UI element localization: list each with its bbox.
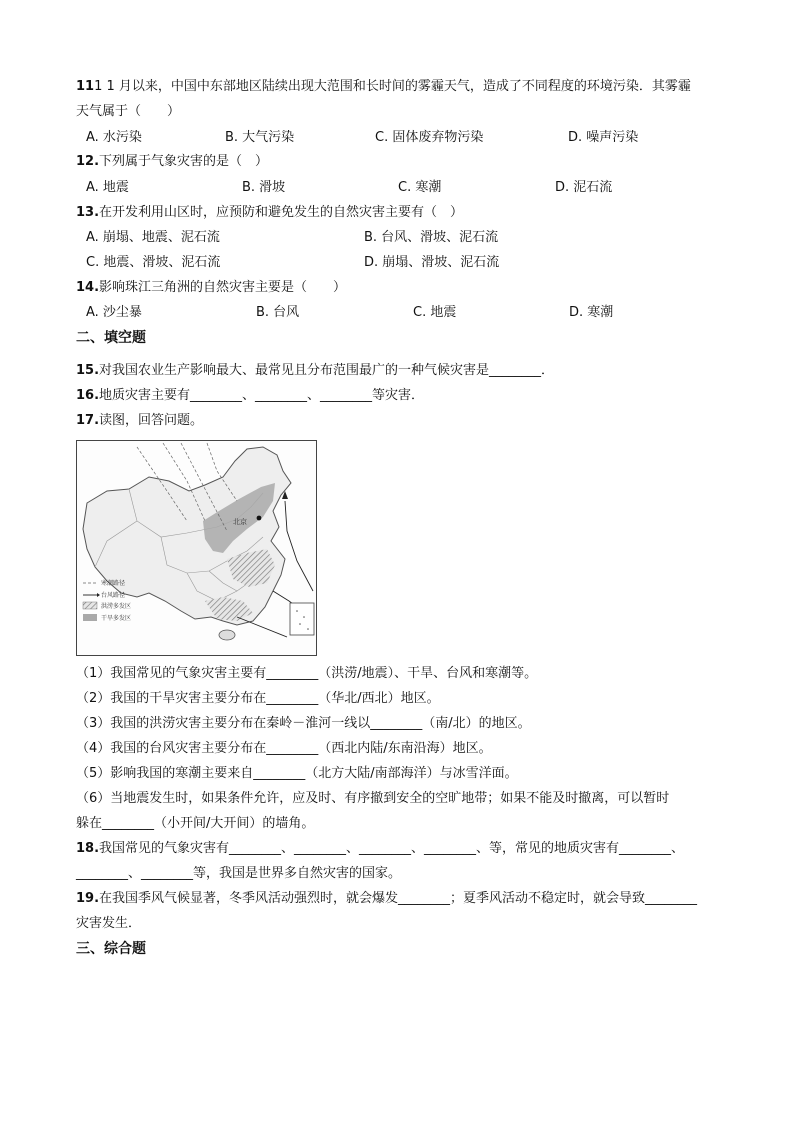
china-disaster-map (76, 440, 317, 656)
q16-number: 16. (76, 388, 100, 403)
q11-number: 11 (76, 79, 95, 94)
beijing-label: 北京 (233, 518, 247, 526)
q12-stem (76, 153, 268, 171)
q12-option-d[interactable]: D. 泥石流 (555, 180, 613, 195)
q11-text: 1 1 月以来，中国中东部地区陆续出现大范围和长时间的雾霾天气，造成了不同程度的环境污染．其雾霾 (94, 79, 691, 94)
q19-number: 19. (76, 891, 100, 906)
q17-sub-6-cont: 躲在________（小开间/大开间）的墙角。 (76, 816, 315, 831)
q17-sub-2: （2）我国的干旱灾害主要分布在________（华北/西北）地区。 (76, 691, 440, 706)
q14-stem (76, 279, 346, 297)
q13-number: 13. (76, 205, 100, 220)
q12-number: 12. (76, 154, 100, 169)
section-heading-fill-in: 二、填空题 (76, 330, 146, 346)
legend-typhoon: 台风路径 (101, 592, 126, 599)
q13-stem (76, 204, 463, 222)
q17-sub-3: （3）我国的洪涝灾害主要分布在秦岭－淮河一线以________（南/北）的地区。 (76, 716, 531, 731)
q12-option-a[interactable]: A. 地震 (86, 180, 129, 195)
q16-stem (76, 387, 424, 405)
q13-option-d[interactable]: D. 崩塌、滑坡、泥石流 (364, 255, 500, 270)
q17-sub-4: （4）我国的台风灾害主要分布在________（西北内陆/东南沿海）地区。 (76, 741, 492, 756)
q14-option-d[interactable]: D. 寒潮 (569, 305, 614, 320)
q12-option-c[interactable]: C. 寒潮 (398, 180, 442, 195)
q17-sub-1: （1）我国常见的气象灾害主要有________（洪涝/地震）、干旱、台风和寒潮等。 (76, 666, 538, 681)
q11-line2: 天气属于（ ） (76, 104, 181, 119)
q15-stem (76, 362, 554, 380)
q19-text: 在我国季风气候显著，冬季风活动强烈时，就会爆发________；夏季风活动不稳定时，就会导致________ (99, 891, 698, 906)
q11-option-b[interactable]: B. 大气污染 (225, 130, 295, 145)
q15-text: 对我国农业生产影响最大、最常见且分布范围最广的一种气候灾害是________． (99, 363, 555, 378)
q14-option-b[interactable]: B. 台风 (256, 305, 300, 320)
q11-option-a[interactable]: A. 水污染 (86, 130, 142, 145)
q17-text: 读图，回答问题。 (99, 413, 204, 428)
q19-line2: 灾害发生． (76, 916, 142, 931)
q17-number: 17. (76, 413, 100, 428)
q11-option-c[interactable]: C. 固体废弃物污染 (375, 130, 484, 145)
q17-sub-6: （6）当地震发生时，如果条件允许，应及时、有序撤到安全的空旷地带；如果不能及时撤离，可以暂时 (76, 791, 670, 806)
legend-flood: 洪涝多发区 (101, 603, 132, 610)
q14-text: 影响珠江三角洲的自然灾害主要是（ ） (99, 280, 347, 295)
q17-stem (76, 412, 203, 430)
q17-sub-5: （5）影响我国的寒潮主要来自________（北方大陆/南部海洋）与冰雪洋面。 (76, 766, 518, 781)
q14-number: 14. (76, 280, 100, 295)
q12-option-b[interactable]: B. 滑坡 (242, 180, 286, 195)
q14-option-c[interactable]: C. 地震 (413, 305, 457, 320)
legend-cold-wave: 寒潮路径 (101, 580, 126, 587)
q14-option-a[interactable]: A. 沙尘暴 (86, 305, 142, 320)
q18-text: 我国常见的气象灾害有________、________、________、________、等，常见的地质灾害有________、 (99, 841, 685, 856)
legend-drought: 干旱多发区 (101, 615, 132, 622)
q13-option-a[interactable]: A. 崩塌、地震、泥石流 (86, 230, 220, 245)
q18-line2: ________、________等，我国是世界多自然灾害的国家。 (76, 866, 402, 881)
q13-option-b[interactable]: B. 台风、滑坡、泥石流 (364, 230, 499, 245)
q18-number: 18. (76, 841, 100, 856)
section-heading-comprehensive: 三、综合题 (76, 941, 146, 957)
map-legend (83, 579, 131, 622)
q12-text: 下列属于气象灾害的是（ ） (99, 154, 269, 169)
q19-line1 (76, 890, 697, 908)
q15-number: 15. (76, 363, 100, 378)
q11-line1 (76, 78, 691, 96)
q18-line1 (76, 840, 684, 858)
q13-text: 在开发利用山区时，应预防和避免发生的自然灾害主要有（ ） (99, 205, 464, 220)
q11-option-d[interactable]: D. 噪声污染 (568, 130, 639, 145)
q13-option-c[interactable]: C. 地震、滑坡、泥石流 (86, 255, 221, 270)
q16-text: 地质灾害主要有________、________、________等灾害． (99, 388, 425, 403)
